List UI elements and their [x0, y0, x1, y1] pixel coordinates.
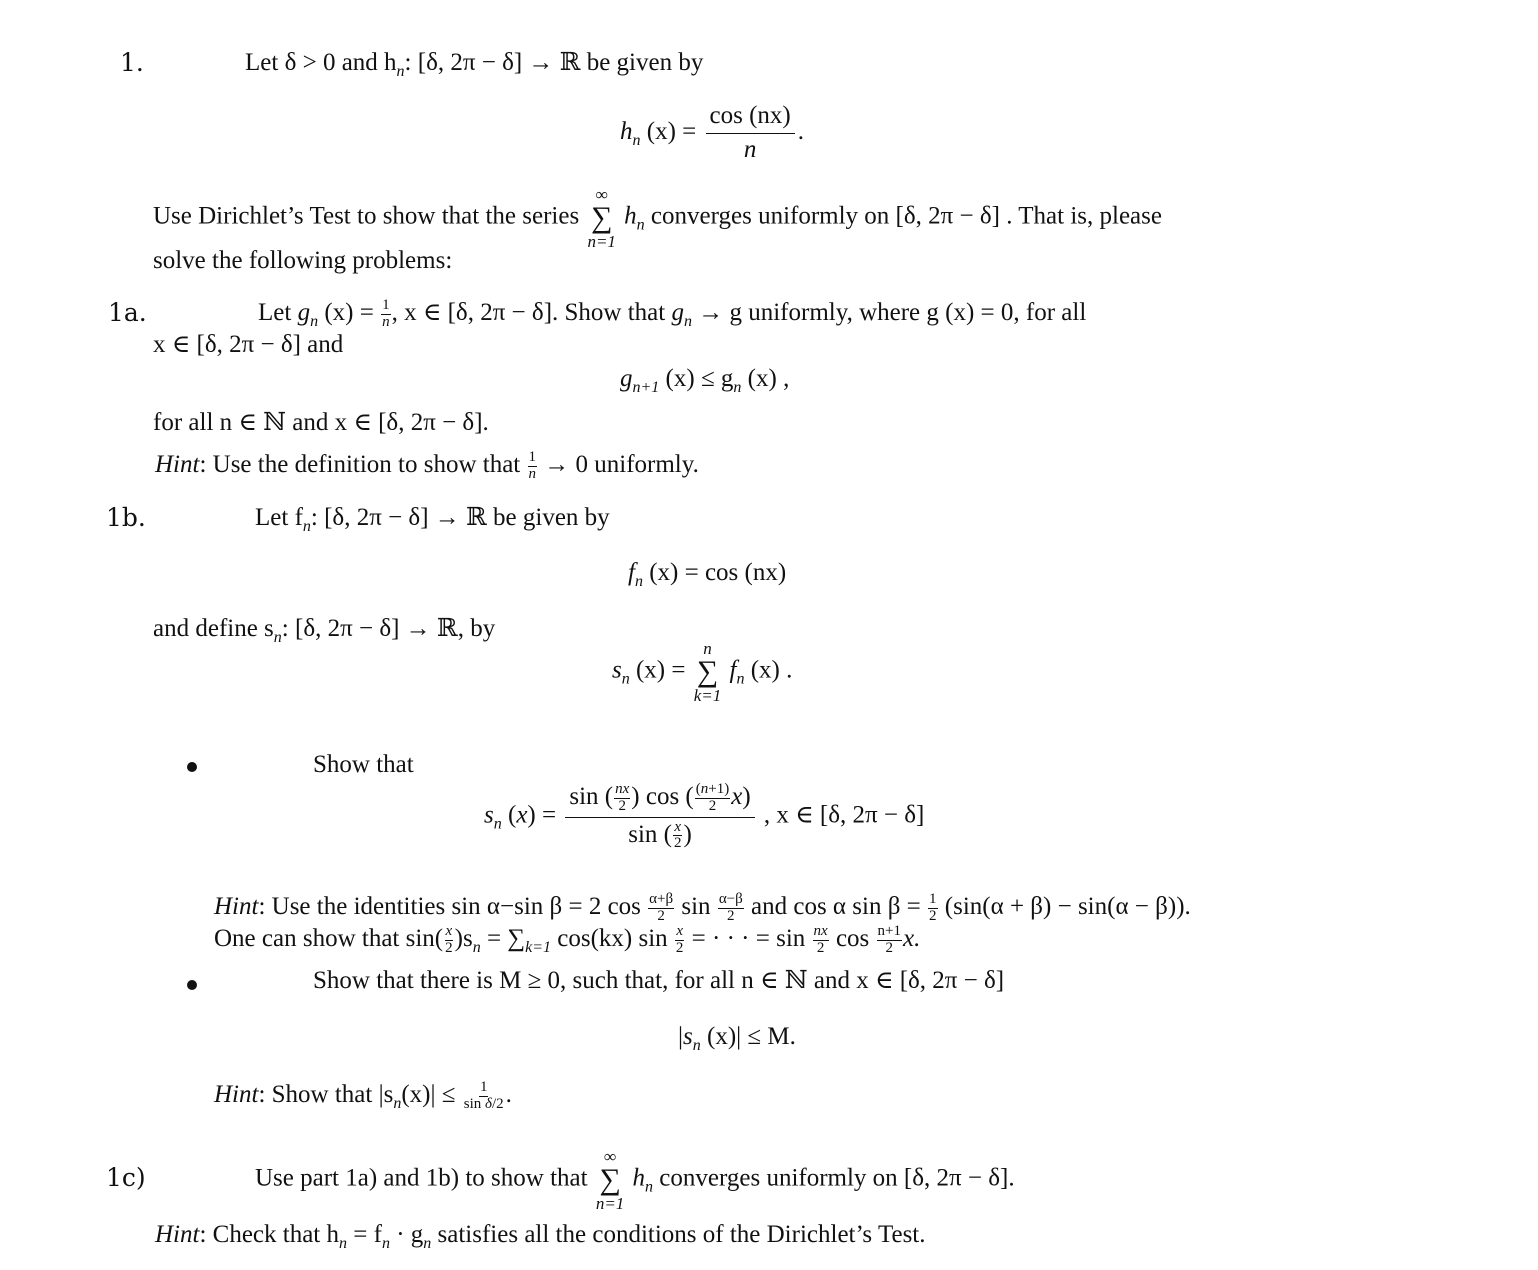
sn-definition: $s_n$ (x) = n ∑ k=1 $f_n$ (x) . [612, 639, 793, 705]
part-b-hint1: Hint: Use the identities sin α−sin β = 2 cos $\frac{\alpha+\beta}{2}$ sin $\frac{\alpha-\beta}{2}$ and cos α sin β = $\frac{1}{2}$ (sin(α + β) − sin(α − β)). [214, 891, 1191, 924]
sn-closed-form: $s_n$ (x) = sin ( $\frac{nx}{2}$ ) cos ( $\frac{(n+1)}{2}$ x) sin ( $\frac{x}{2}$ ) , x ∈ [δ, 2π − δ] [484, 781, 925, 852]
bound-statement: Show that there is M ≥ 0, such that, for all n ∈ ℕ and x ∈ [δ, 2π − δ] [313, 967, 1005, 994]
part-a-inequality: $g_{n+1}$ $(x) \le g_n$ (x) , [620, 365, 790, 396]
problem-number-1a: 1a. [108, 298, 147, 327]
problem-number-1c: 1c) [106, 1163, 146, 1192]
part-c-statement: Use part 1a) and 1b) to show that ∞ ∑ n=1 $h_n$ converges uniformly on [δ, 2π − δ]. [255, 1147, 1015, 1213]
hn-definition: $h_n$ (x) = $\frac{\cos (nx)}{n}$ . [620, 102, 804, 163]
use-dirichlet-sentence: Use Dirichlet’s Test to show that the series ∞ ∑ n=1 $h_n$ converges uniformly on [δ, 2π − δ] . That is, please [153, 185, 1162, 251]
part-a-line2: x ∈ [δ, 2π − δ] and [153, 331, 344, 358]
part-b-define: and define $s_n$: [δ, 2π − δ] → ℝ, by [153, 615, 496, 646]
bound-equation: $|s_n$ (x)| ≤ M. [678, 1023, 796, 1054]
part-b-hint3: Hint: Show that $|s_n(x)|$ ≤ $\frac{1}{\text{sin δ/2}}$ . [214, 1079, 512, 1112]
show-that-label: Show that [313, 751, 414, 778]
fn-definition: $f_n$ (x) = cos (nx) [628, 559, 787, 590]
solve-following: solve the following problems: [153, 247, 453, 274]
problem-number-1: 1. [120, 48, 144, 77]
part-a-forall: for all n ∈ ℕ and x ∈ [δ, 2π − δ]. [153, 409, 489, 436]
part-a-statement: Let $g_n$ (x) = $\frac{1}{n}$ , x ∈ [δ, 2π − δ]. Show that $g_n \to g$ uniformly, where g (x) = 0, for all [258, 297, 1087, 330]
problem-number-1b: 1b. [106, 503, 146, 532]
part-b-let: Let $f_n$: [δ, 2π − δ] → ℝ be given by [255, 504, 610, 535]
bullet-2 [187, 980, 197, 990]
part-b-hint2: One can show that sin( $\frac{x}{2}$ )$s_n = \sum_{k=1}$ cos(kx) sin $\frac{x}{2}$ = · · · = sin $\frac{nx}{2}$ cos $\frac{n+1}{2}$ x. [214, 923, 921, 956]
problem-1-intro: Let δ > 0 and $h_n$: [δ, 2π − δ] → ℝ be given by [245, 49, 704, 80]
part-a-hint: Hint: Use the definition to show that $\frac{1}{n}$ → 0 uniformly. [155, 449, 699, 482]
part-c-hint: Hint: Check that $h_n = f_n \cdot g_n$ satisfies all the conditions of the Dirichlet’s Test. [155, 1221, 926, 1252]
bullet-1 [187, 762, 197, 772]
